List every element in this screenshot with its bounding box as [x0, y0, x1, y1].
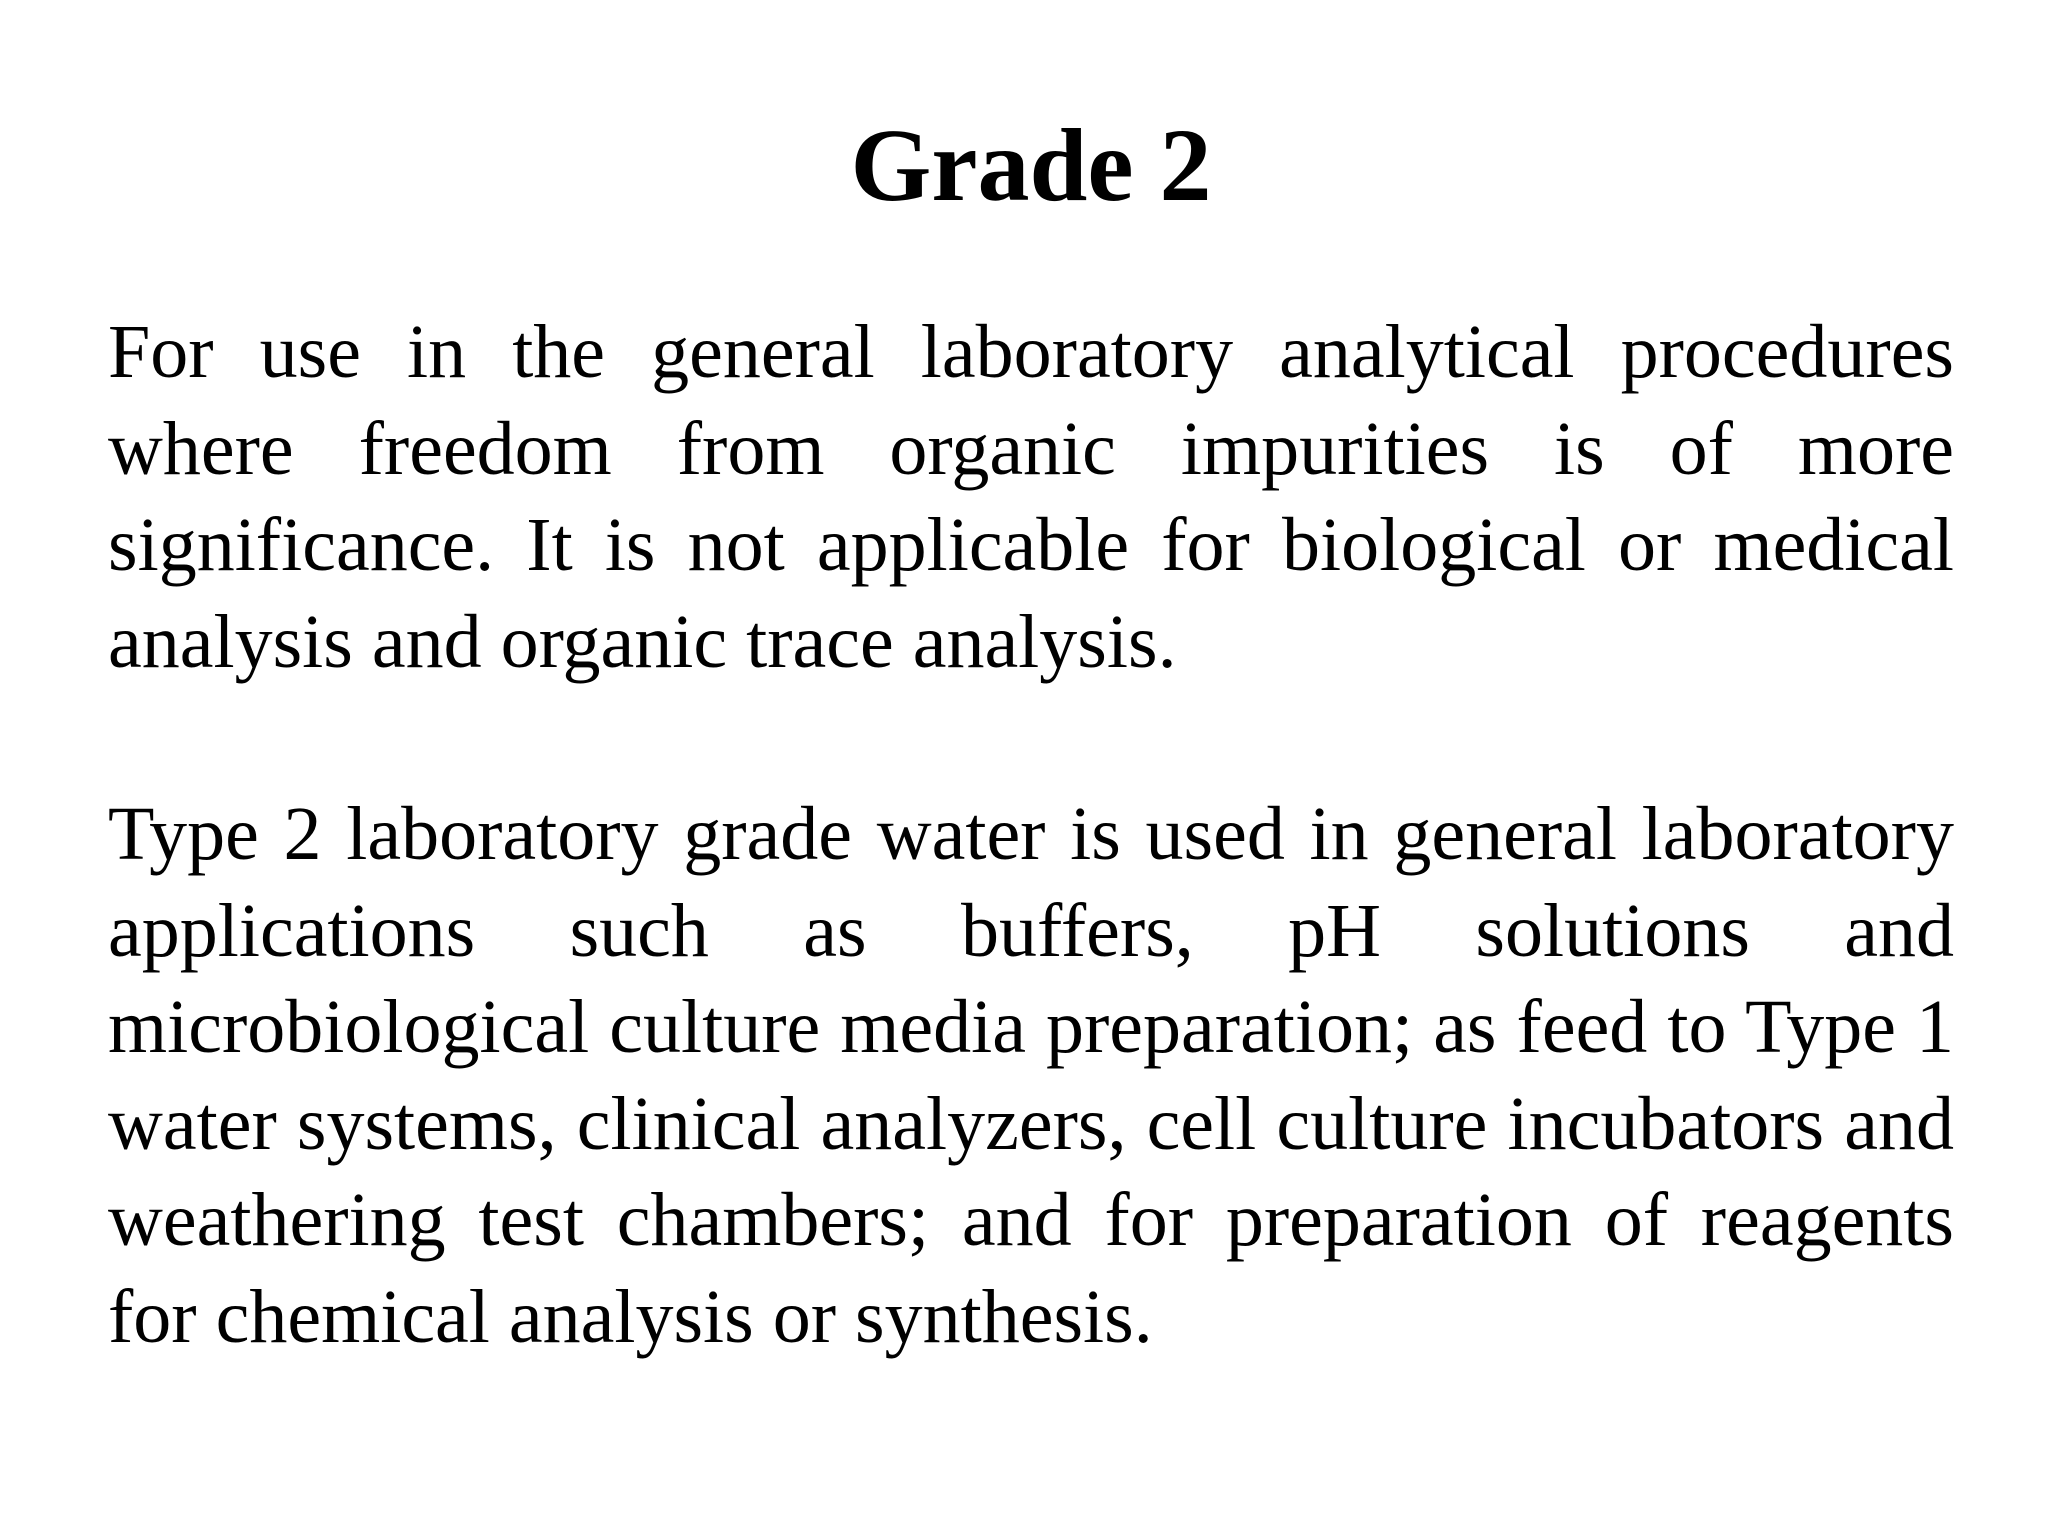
- paragraph-type-2-applications: Type 2 laboratory grade water is used in general laboratory applications such as buffers, pH solutions and microbiological culture media preparation; as feed to Type 1 water systems, clinical analyzers, cell culture incubators and weathering test chambers; and for preparation of reagents for chemical analysis or synthesis.: [108, 792, 1954, 1359]
- paragraph-grade-2-usage: For use in the general laboratory analytical procedures where freedom from organic impurities is of more significance. It is not applicable for biological or medical analysis and organic trace analysis.: [108, 310, 1954, 684]
- slide-title: Grade 2: [850, 108, 1212, 223]
